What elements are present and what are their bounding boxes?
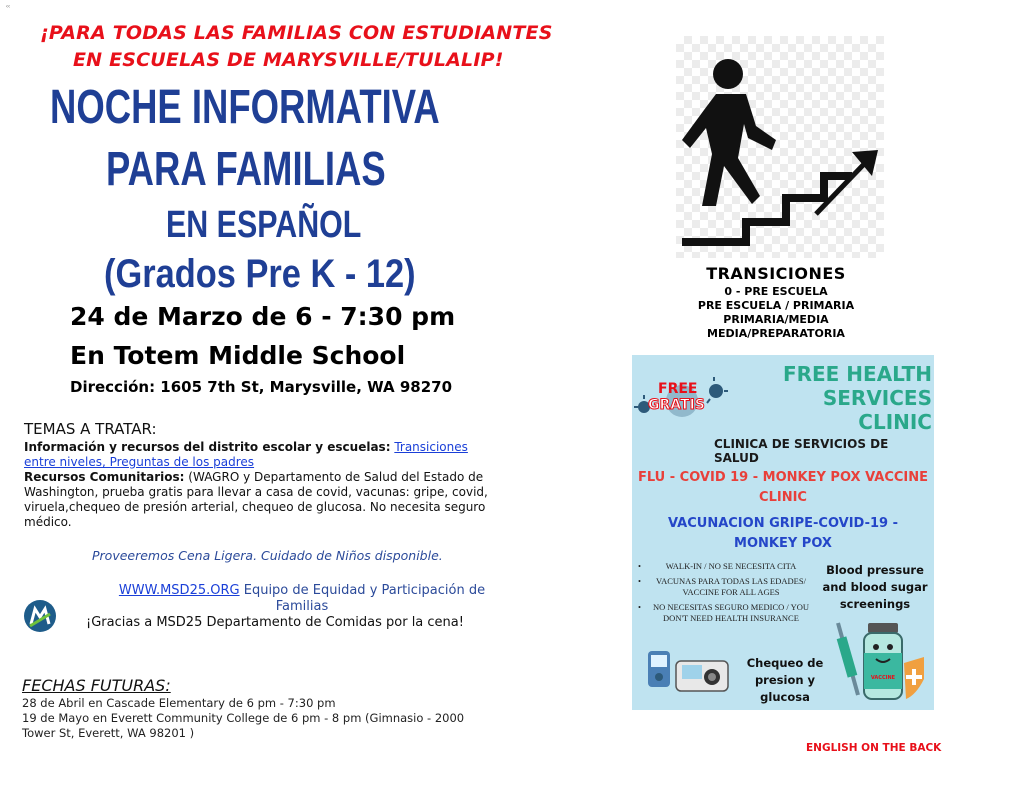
stairs-walker-icon: [676, 36, 884, 258]
msd-team-line2: Familias: [275, 599, 329, 614]
vaccine-es-line1: VACUNACION GRIPE-COVID-19 -: [667, 516, 898, 531]
bullet-dot: •: [638, 602, 641, 612]
title-line4: (Grados Pre K - 12): [104, 252, 416, 296]
free-text: FREE: [658, 381, 698, 397]
english-on-back: ENGLISH ON THE BACK: [806, 742, 942, 754]
chequeo-line2: presion y glucosa: [754, 673, 816, 704]
transitions-line4: MEDIA/PREPARATORIA: [707, 327, 845, 340]
bullet-dot: •: [638, 576, 641, 586]
tagline-line1: ¡PARA TODAS LAS FAMILIAS CON ESTUDIANTES: [40, 22, 553, 44]
tagline-line2: EN ESCUELAS DE MARYSVILLE/TULALIP!: [73, 49, 504, 71]
bp-line2: and blood sugar: [822, 580, 928, 594]
clinic-flyer: [632, 355, 934, 710]
bp-screenings: [820, 562, 930, 613]
vaccine-en: [632, 468, 934, 508]
vaccine-en-line1: FLU - COVID 19 - MONKEY POX VACCINE: [637, 470, 929, 485]
title-line3: EN ESPAÑOL: [166, 204, 362, 246]
clinic-title-line1: FREE HEALTH: [782, 362, 932, 386]
chequeo-line1: Chequeo de: [746, 656, 824, 670]
title-line1: NOCHE INFORMATIVA: [50, 81, 440, 134]
devices-illustration: [646, 647, 736, 695]
vaccine-vial-icon: [832, 617, 928, 707]
transitions-line2: PRE ESCUELA / PRIMARIA: [697, 299, 855, 312]
msd-link[interactable]: WWW.MSD25.ORG: [118, 583, 240, 598]
vaccine-en-line2: CLINIC: [759, 490, 807, 505]
corner-mark: ‹‹: [6, 4, 10, 10]
future-date2-line2: Tower St, Everett, WA 98201 ): [22, 726, 195, 740]
msd-logo-icon: [24, 600, 56, 632]
vaccine-es: [632, 514, 934, 554]
gratis-text: GRATIS: [648, 397, 705, 413]
transitions-list: [640, 285, 912, 341]
bp-line3: screenings: [839, 597, 911, 611]
msd-team-line1: Equipo de Equidad y Participación de: [243, 583, 486, 598]
topics-item2-text: (WAGRO y Departamento de Salud del Estado de Washington, prueba gratis para llevar a casa de covid, vacunas: gripe, covid, viruela,chequeo de presión arterial, chequeo de glucosa. No necesita seguro médico.: [24, 470, 488, 529]
clinic-subtitle: CLINICA DE SERVICIOS DE SALUD: [714, 437, 889, 465]
clinic-title-line2: SERVICES: [822, 386, 932, 410]
topics-item2-label: Recursos Comunitarios:: [24, 470, 185, 484]
future-heading: FECHAS FUTURAS:: [22, 676, 171, 695]
event-date: 24 de Marzo de 6 - 7:30 pm: [70, 302, 456, 331]
vaccine-es-line2: MONKEY POX: [734, 536, 832, 551]
transitions-line3: PRIMARIA/MEDIA: [723, 313, 829, 326]
glucometer-icon: [646, 647, 736, 695]
topics-heading: TEMAS A TRATAR:: [24, 420, 157, 438]
free-badge: [632, 377, 728, 423]
title-line2: PARA FAMILIAS: [106, 143, 386, 196]
bullet-text: VACUNAS PARA TODAS LAS EDADES/ VACCINE FOR ALL AGES: [656, 576, 806, 597]
topics-item1-label: Información y recursos del distrito escolar y escuelas:: [24, 440, 391, 454]
transitions-image: [676, 36, 884, 258]
msd-thanks: ¡Gracias a MSD25 Departamento de Comidas por la cena!: [86, 615, 464, 630]
topics-body: [24, 440, 494, 530]
clinic-title: [752, 362, 932, 434]
future-dates: [22, 696, 502, 741]
bullet-item-2: [638, 576, 810, 598]
clinic-bullets: [638, 561, 810, 624]
msd-block: [106, 583, 498, 615]
bullet-dot: •: [638, 561, 641, 571]
transitions-heading: TRANSICIONES: [706, 264, 846, 283]
event-address: Dirección: 1605 7th St, Marysville, WA 98270: [70, 378, 453, 396]
vial-label: VACCINE: [870, 675, 896, 681]
bullet-text: WALK-IN / NO SE NECESITA CITA: [665, 561, 797, 571]
bullet-text: NO NECESITAS SEGURO MEDICO / YOU DON'T NEED HEALTH INSURANCE: [652, 602, 810, 623]
bullet-item-3: [638, 602, 810, 624]
clinic-title-line3: CLINIC: [858, 410, 932, 434]
transitions-line1: 0 - PRE ESCUELA: [724, 285, 828, 298]
bp-line1: Blood pressure: [826, 563, 924, 577]
event-place: En Totem Middle School: [70, 341, 406, 370]
bullet-item-1: [638, 561, 810, 572]
future-date1: 28 de Abril en Cascade Elementary de 6 pm - 7:30 pm: [22, 696, 336, 710]
vaccine-illustration: [832, 617, 928, 707]
msd-logo: [24, 600, 56, 632]
chequeo-text: [736, 655, 834, 706]
topics-item1-link[interactable]: Transiciones entre niveles, Preguntas de los padres: [24, 440, 468, 469]
future-date2-line1: 19 de Mayo en Everett Community College de 6 pm - 8 pm (Gimnasio - 2000: [22, 711, 465, 725]
dinner-note: Proveeremos Cena Ligera. Cuidado de Niños disponible.: [92, 548, 443, 563]
